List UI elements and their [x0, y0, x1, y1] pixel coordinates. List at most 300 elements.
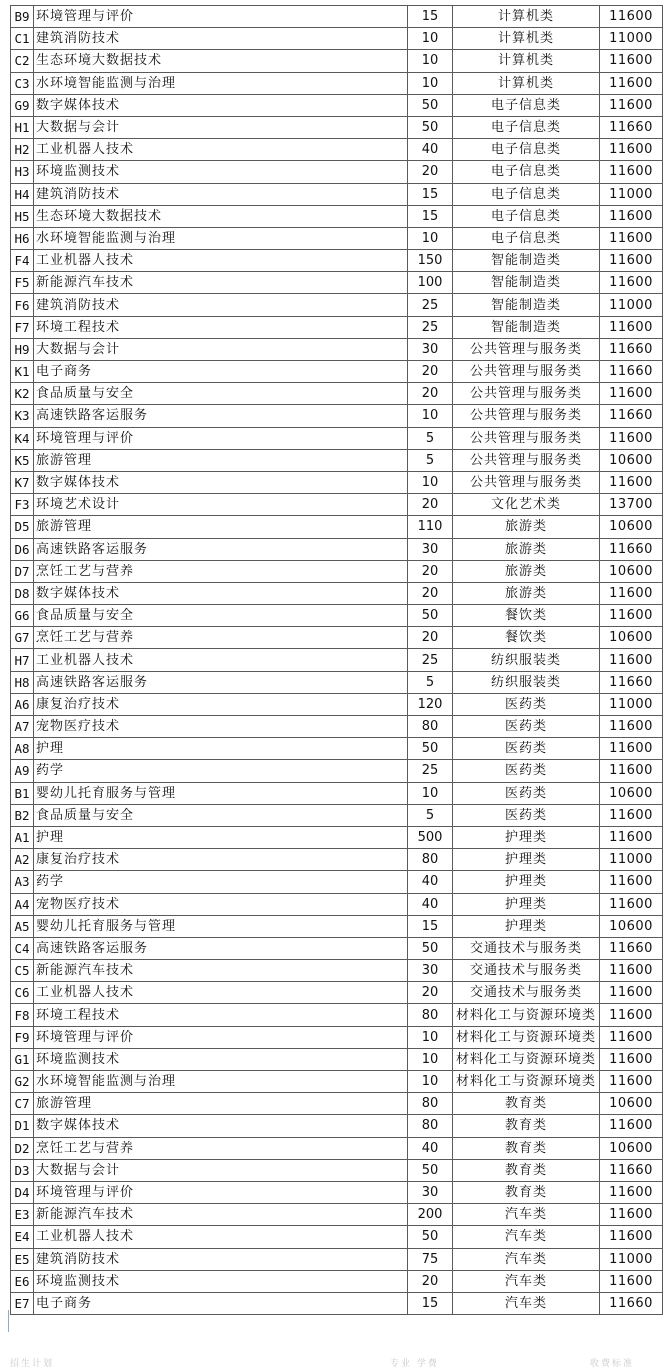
- tuition-fee-cell: 11600: [600, 1004, 663, 1026]
- table-row: [11, 716, 663, 738]
- major-code-cell: A1: [11, 826, 34, 848]
- footer-left-text: 招生计划: [10, 1359, 55, 1369]
- major-code-cell: F4: [11, 250, 34, 272]
- table-row: [11, 826, 663, 848]
- category-cell: 电子信息类: [453, 183, 600, 205]
- major-name-cell: 高速铁路客运服务: [34, 538, 408, 560]
- tuition-fee-cell: 11600: [600, 161, 663, 183]
- major-code-cell: K4: [11, 427, 34, 449]
- table-row: [11, 560, 663, 582]
- major-code-cell: H9: [11, 338, 34, 360]
- plan-count-cell: 100: [408, 272, 453, 294]
- major-code-cell: E7: [11, 1292, 34, 1314]
- category-cell: 智能制造类: [453, 316, 600, 338]
- footer-middle-text: 专业 学费: [390, 1359, 439, 1369]
- table-row: [11, 405, 663, 427]
- major-code-cell: C6: [11, 982, 34, 1004]
- major-name-cell: 水环境智能监测与治理: [34, 72, 408, 94]
- plan-count-cell: 20: [408, 383, 453, 405]
- category-cell: 汽车类: [453, 1292, 600, 1314]
- plan-count-cell: 50: [408, 1159, 453, 1181]
- table-row: [11, 738, 663, 760]
- table-row: [11, 494, 663, 516]
- plan-count-cell: 10: [408, 1026, 453, 1048]
- table-row: [11, 671, 663, 693]
- page-edge-line: [8, 1310, 9, 1332]
- tuition-fee-cell: 11600: [600, 804, 663, 826]
- category-cell: 交通技术与服务类: [453, 982, 600, 1004]
- major-code-cell: K3: [11, 405, 34, 427]
- category-cell: 医药类: [453, 738, 600, 760]
- major-name-cell: 环境管理与评价: [34, 1026, 408, 1048]
- major-name-cell: 婴幼儿托育服务与管理: [34, 782, 408, 804]
- enrollment-plan-sheet: [10, 5, 663, 1315]
- major-code-cell: K2: [11, 383, 34, 405]
- major-code-cell: K7: [11, 471, 34, 493]
- category-cell: 交通技术与服务类: [453, 960, 600, 982]
- major-code-cell: H5: [11, 205, 34, 227]
- table-row: [11, 227, 663, 249]
- table-row: [11, 94, 663, 116]
- plan-count-cell: 200: [408, 1204, 453, 1226]
- tuition-fee-cell: 11600: [600, 871, 663, 893]
- major-code-cell: C2: [11, 50, 34, 72]
- major-code-cell: A8: [11, 738, 34, 760]
- table-row: [11, 50, 663, 72]
- major-name-cell: 大数据与会计: [34, 338, 408, 360]
- major-code-cell: D5: [11, 516, 34, 538]
- plan-count-cell: 25: [408, 316, 453, 338]
- plan-count-cell: 50: [408, 605, 453, 627]
- plan-count-cell: 20: [408, 982, 453, 1004]
- category-cell: 计算机类: [453, 50, 600, 72]
- category-cell: 旅游类: [453, 560, 600, 582]
- major-name-cell: 烹饪工艺与营养: [34, 1137, 408, 1159]
- major-code-cell: C5: [11, 960, 34, 982]
- tuition-fee-cell: 11600: [600, 50, 663, 72]
- table-row: [11, 982, 663, 1004]
- category-cell: 智能制造类: [453, 272, 600, 294]
- tuition-fee-cell: 11600: [600, 738, 663, 760]
- plan-count-cell: 110: [408, 516, 453, 538]
- major-name-cell: 生态环境大数据技术: [34, 50, 408, 72]
- plan-count-cell: 10: [408, 72, 453, 94]
- major-code-cell: F5: [11, 272, 34, 294]
- tuition-fee-cell: 11600: [600, 1270, 663, 1292]
- major-name-cell: 高速铁路客运服务: [34, 405, 408, 427]
- plan-count-cell: 50: [408, 937, 453, 959]
- category-cell: 计算机类: [453, 72, 600, 94]
- category-cell: 医药类: [453, 716, 600, 738]
- plan-count-cell: 50: [408, 94, 453, 116]
- major-name-cell: 环境管理与评价: [34, 1181, 408, 1203]
- category-cell: 纺织服装类: [453, 671, 600, 693]
- tuition-fee-cell: 11000: [600, 693, 663, 715]
- plan-count-cell: 15: [408, 6, 453, 28]
- category-cell: 文化艺术类: [453, 494, 600, 516]
- major-code-cell: E6: [11, 1270, 34, 1292]
- category-cell: 教育类: [453, 1137, 600, 1159]
- category-cell: 公共管理与服务类: [453, 338, 600, 360]
- plan-count-cell: 10: [408, 50, 453, 72]
- major-code-cell: A2: [11, 849, 34, 871]
- major-code-cell: A7: [11, 716, 34, 738]
- table-row: [11, 272, 663, 294]
- major-code-cell: H2: [11, 139, 34, 161]
- major-name-cell: 建筑消防技术: [34, 28, 408, 50]
- table-row: [11, 1071, 663, 1093]
- table-row: [11, 516, 663, 538]
- table-row: [11, 937, 663, 959]
- major-name-cell: 新能源汽车技术: [34, 272, 408, 294]
- plan-count-cell: 10: [408, 1071, 453, 1093]
- major-code-cell: F3: [11, 494, 34, 516]
- plan-count-cell: 20: [408, 494, 453, 516]
- category-cell: 教育类: [453, 1115, 600, 1137]
- major-code-cell: E5: [11, 1248, 34, 1270]
- category-cell: 电子信息类: [453, 205, 600, 227]
- plan-count-cell: 30: [408, 338, 453, 360]
- tuition-fee-cell: 11660: [600, 937, 663, 959]
- plan-count-cell: 20: [408, 582, 453, 604]
- table-row: [11, 1204, 663, 1226]
- major-code-cell: D6: [11, 538, 34, 560]
- tuition-fee-cell: 10600: [600, 782, 663, 804]
- tuition-fee-cell: 11600: [600, 1071, 663, 1093]
- major-name-cell: 烹饪工艺与营养: [34, 627, 408, 649]
- tuition-fee-cell: 11600: [600, 6, 663, 28]
- category-cell: 旅游类: [453, 582, 600, 604]
- category-cell: 医药类: [453, 760, 600, 782]
- major-code-cell: C7: [11, 1093, 34, 1115]
- major-code-cell: A6: [11, 693, 34, 715]
- plan-count-cell: 40: [408, 893, 453, 915]
- category-cell: 电子信息类: [453, 94, 600, 116]
- category-cell: 公共管理与服务类: [453, 471, 600, 493]
- category-cell: 医药类: [453, 782, 600, 804]
- plan-count-cell: 40: [408, 139, 453, 161]
- tuition-fee-cell: 11000: [600, 849, 663, 871]
- plan-count-cell: 15: [408, 205, 453, 227]
- tuition-fee-cell: 10600: [600, 915, 663, 937]
- tuition-fee-cell: 11600: [600, 205, 663, 227]
- major-code-cell: F6: [11, 294, 34, 316]
- tuition-fee-cell: 11600: [600, 760, 663, 782]
- major-code-cell: G7: [11, 627, 34, 649]
- category-cell: 护理类: [453, 826, 600, 848]
- major-code-cell: D7: [11, 560, 34, 582]
- footer-right-text: 收费标准: [590, 1359, 635, 1369]
- table-row: [11, 6, 663, 28]
- plan-count-cell: 40: [408, 1137, 453, 1159]
- table-row: [11, 316, 663, 338]
- plan-count-cell: 80: [408, 716, 453, 738]
- table-row: [11, 1137, 663, 1159]
- major-code-cell: E4: [11, 1226, 34, 1248]
- table-row: [11, 915, 663, 937]
- major-code-cell: E3: [11, 1204, 34, 1226]
- major-name-cell: 新能源汽车技术: [34, 1204, 408, 1226]
- major-code-cell: F9: [11, 1026, 34, 1048]
- table-row: [11, 1115, 663, 1137]
- major-code-cell: B2: [11, 804, 34, 826]
- category-cell: 电子信息类: [453, 227, 600, 249]
- major-name-cell: 环境艺术设计: [34, 494, 408, 516]
- category-cell: 公共管理与服务类: [453, 405, 600, 427]
- table-row: [11, 161, 663, 183]
- plan-count-cell: 50: [408, 738, 453, 760]
- table-row: [11, 538, 663, 560]
- tuition-fee-cell: 11660: [600, 116, 663, 138]
- plan-count-cell: 80: [408, 1093, 453, 1115]
- table-row: [11, 1093, 663, 1115]
- category-cell: 智能制造类: [453, 250, 600, 272]
- table-row: [11, 116, 663, 138]
- plan-count-cell: 10: [408, 782, 453, 804]
- plan-count-cell: 80: [408, 1115, 453, 1137]
- table-row: [11, 582, 663, 604]
- plan-count-cell: 10: [408, 28, 453, 50]
- table-row: [11, 383, 663, 405]
- tuition-fee-cell: 11600: [600, 1226, 663, 1248]
- tuition-fee-cell: 11600: [600, 1181, 663, 1203]
- tuition-fee-cell: 11600: [600, 272, 663, 294]
- table-row: [11, 760, 663, 782]
- tuition-fee-cell: 11600: [600, 72, 663, 94]
- tuition-fee-cell: 11600: [600, 94, 663, 116]
- table-row: [11, 28, 663, 50]
- tuition-fee-cell: 11000: [600, 28, 663, 50]
- category-cell: 护理类: [453, 849, 600, 871]
- table-row: [11, 1248, 663, 1270]
- major-code-cell: H7: [11, 649, 34, 671]
- major-name-cell: 电子商务: [34, 1292, 408, 1314]
- table-row: [11, 849, 663, 871]
- major-name-cell: 工业机器人技术: [34, 649, 408, 671]
- category-cell: 公共管理与服务类: [453, 449, 600, 471]
- major-name-cell: 环境监测技术: [34, 1270, 408, 1292]
- tuition-fee-cell: 11600: [600, 1115, 663, 1137]
- major-name-cell: 电子商务: [34, 361, 408, 383]
- plan-count-cell: 75: [408, 1248, 453, 1270]
- table-row: [11, 471, 663, 493]
- tuition-fee-cell: 11600: [600, 960, 663, 982]
- plan-count-cell: 50: [408, 1226, 453, 1248]
- tuition-fee-cell: 11600: [600, 316, 663, 338]
- major-code-cell: F7: [11, 316, 34, 338]
- category-cell: 旅游类: [453, 516, 600, 538]
- major-name-cell: 药学: [34, 871, 408, 893]
- major-name-cell: 新能源汽车技术: [34, 960, 408, 982]
- footer-strip: [0, 1356, 665, 1369]
- category-cell: 公共管理与服务类: [453, 383, 600, 405]
- tuition-fee-cell: 11660: [600, 361, 663, 383]
- tuition-fee-cell: 11600: [600, 139, 663, 161]
- category-cell: 餐饮类: [453, 605, 600, 627]
- category-cell: 护理类: [453, 893, 600, 915]
- major-code-cell: A9: [11, 760, 34, 782]
- major-name-cell: 护理: [34, 826, 408, 848]
- table-row: [11, 338, 663, 360]
- major-name-cell: 工业机器人技术: [34, 982, 408, 1004]
- major-code-cell: H3: [11, 161, 34, 183]
- table-row: [11, 427, 663, 449]
- tuition-fee-cell: 13700: [600, 494, 663, 516]
- tuition-fee-cell: 11600: [600, 982, 663, 1004]
- tuition-fee-cell: 11000: [600, 294, 663, 316]
- table-row: [11, 183, 663, 205]
- tuition-fee-cell: 10600: [600, 627, 663, 649]
- tuition-fee-cell: 11600: [600, 1048, 663, 1070]
- major-name-cell: 康复治疗技术: [34, 693, 408, 715]
- plan-count-cell: 20: [408, 161, 453, 183]
- major-name-cell: 环境工程技术: [34, 1004, 408, 1026]
- plan-count-cell: 40: [408, 871, 453, 893]
- table-row: [11, 871, 663, 893]
- plan-count-cell: 15: [408, 183, 453, 205]
- table-body: [11, 6, 663, 1315]
- table-row: [11, 960, 663, 982]
- major-name-cell: 工业机器人技术: [34, 250, 408, 272]
- tuition-fee-cell: 11600: [600, 716, 663, 738]
- major-name-cell: 工业机器人技术: [34, 1226, 408, 1248]
- table-row: [11, 893, 663, 915]
- major-code-cell: G2: [11, 1071, 34, 1093]
- major-name-cell: 环境管理与评价: [34, 6, 408, 28]
- plan-count-cell: 20: [408, 627, 453, 649]
- major-name-cell: 数字媒体技术: [34, 94, 408, 116]
- plan-count-cell: 5: [408, 427, 453, 449]
- major-code-cell: C3: [11, 72, 34, 94]
- major-code-cell: D4: [11, 1181, 34, 1203]
- category-cell: 汽车类: [453, 1204, 600, 1226]
- plan-count-cell: 5: [408, 671, 453, 693]
- table-row: [11, 72, 663, 94]
- category-cell: 教育类: [453, 1093, 600, 1115]
- enrollment-table: [10, 5, 663, 1315]
- major-code-cell: K5: [11, 449, 34, 471]
- category-cell: 公共管理与服务类: [453, 427, 600, 449]
- major-code-cell: D1: [11, 1115, 34, 1137]
- plan-count-cell: 20: [408, 361, 453, 383]
- category-cell: 材料化工与资源环境类: [453, 1004, 600, 1026]
- table-row: [11, 782, 663, 804]
- plan-count-cell: 25: [408, 760, 453, 782]
- major-code-cell: A4: [11, 893, 34, 915]
- major-code-cell: G9: [11, 94, 34, 116]
- category-cell: 医药类: [453, 693, 600, 715]
- major-name-cell: 环境管理与评价: [34, 427, 408, 449]
- table-row: [11, 205, 663, 227]
- major-name-cell: 康复治疗技术: [34, 849, 408, 871]
- major-name-cell: 生态环境大数据技术: [34, 205, 408, 227]
- major-name-cell: 高速铁路客运服务: [34, 671, 408, 693]
- major-name-cell: 建筑消防技术: [34, 294, 408, 316]
- tuition-fee-cell: 10600: [600, 449, 663, 471]
- major-name-cell: 宠物医疗技术: [34, 716, 408, 738]
- tuition-fee-cell: 11000: [600, 1248, 663, 1270]
- tuition-fee-cell: 11600: [600, 227, 663, 249]
- major-name-cell: 数字媒体技术: [34, 582, 408, 604]
- plan-count-cell: 5: [408, 804, 453, 826]
- category-cell: 护理类: [453, 871, 600, 893]
- tuition-fee-cell: 11660: [600, 671, 663, 693]
- major-code-cell: H1: [11, 116, 34, 138]
- major-name-cell: 食品质量与安全: [34, 804, 408, 826]
- major-code-cell: H8: [11, 671, 34, 693]
- plan-count-cell: 120: [408, 693, 453, 715]
- major-code-cell: D8: [11, 582, 34, 604]
- table-row: [11, 649, 663, 671]
- major-code-cell: G6: [11, 605, 34, 627]
- tuition-fee-cell: 11600: [600, 471, 663, 493]
- plan-count-cell: 30: [408, 538, 453, 560]
- plan-count-cell: 10: [408, 471, 453, 493]
- table-row: [11, 693, 663, 715]
- major-name-cell: 护理: [34, 738, 408, 760]
- tuition-fee-cell: 11660: [600, 1292, 663, 1314]
- tuition-fee-cell: 11600: [600, 383, 663, 405]
- plan-count-cell: 10: [408, 227, 453, 249]
- category-cell: 电子信息类: [453, 116, 600, 138]
- table-row: [11, 1159, 663, 1181]
- major-code-cell: B9: [11, 6, 34, 28]
- table-row: [11, 1270, 663, 1292]
- major-name-cell: 旅游管理: [34, 1093, 408, 1115]
- major-code-cell: C4: [11, 937, 34, 959]
- category-cell: 材料化工与资源环境类: [453, 1071, 600, 1093]
- plan-count-cell: 500: [408, 826, 453, 848]
- tuition-fee-cell: 11660: [600, 338, 663, 360]
- category-cell: 计算机类: [453, 6, 600, 28]
- table-row: [11, 250, 663, 272]
- category-cell: 教育类: [453, 1181, 600, 1203]
- table-row: [11, 294, 663, 316]
- tuition-fee-cell: 11600: [600, 582, 663, 604]
- category-cell: 纺织服装类: [453, 649, 600, 671]
- category-cell: 汽车类: [453, 1270, 600, 1292]
- tuition-fee-cell: 10600: [600, 516, 663, 538]
- table-row: [11, 139, 663, 161]
- table-row: [11, 449, 663, 471]
- table-row: [11, 1048, 663, 1070]
- major-code-cell: D3: [11, 1159, 34, 1181]
- plan-count-cell: 30: [408, 1181, 453, 1203]
- plan-count-cell: 10: [408, 1048, 453, 1070]
- plan-count-cell: 25: [408, 294, 453, 316]
- major-code-cell: F8: [11, 1004, 34, 1026]
- table-row: [11, 605, 663, 627]
- major-code-cell: H6: [11, 227, 34, 249]
- major-name-cell: 环境监测技术: [34, 161, 408, 183]
- tuition-fee-cell: 11600: [600, 427, 663, 449]
- major-name-cell: 建筑消防技术: [34, 1248, 408, 1270]
- major-name-cell: 环境监测技术: [34, 1048, 408, 1070]
- tuition-fee-cell: 11600: [600, 649, 663, 671]
- plan-count-cell: 80: [408, 849, 453, 871]
- category-cell: 计算机类: [453, 28, 600, 50]
- category-cell: 公共管理与服务类: [453, 361, 600, 383]
- category-cell: 教育类: [453, 1159, 600, 1181]
- major-name-cell: 食品质量与安全: [34, 605, 408, 627]
- tuition-fee-cell: 11660: [600, 1159, 663, 1181]
- major-name-cell: 数字媒体技术: [34, 471, 408, 493]
- tuition-fee-cell: 11600: [600, 826, 663, 848]
- major-code-cell: B1: [11, 782, 34, 804]
- category-cell: 旅游类: [453, 538, 600, 560]
- major-name-cell: 高速铁路客运服务: [34, 937, 408, 959]
- tuition-fee-cell: 10600: [600, 560, 663, 582]
